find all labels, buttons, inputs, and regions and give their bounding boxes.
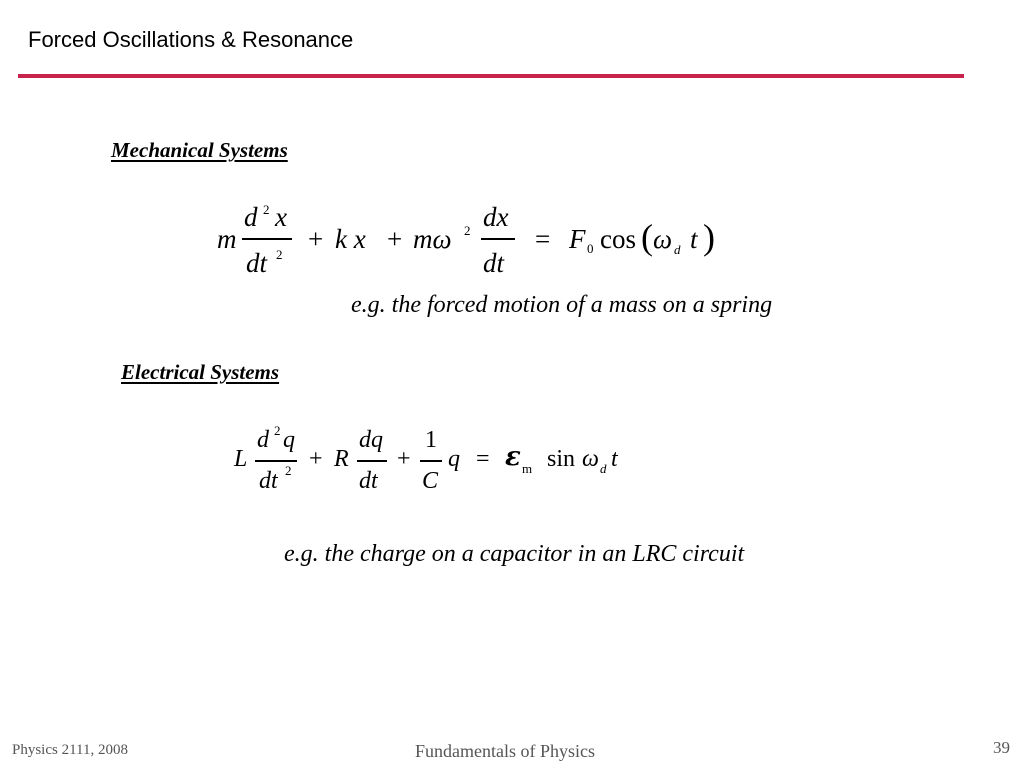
slide-title: Forced Oscillations & Resonance [28,27,354,52]
mechanical-example: e.g. the forced motion of a mass on a spring [351,292,773,318]
electrical-example: e.g. the charge on a capacitor in an LRC circuit [284,541,745,567]
page-number: 39 [993,738,1010,757]
electrical-heading: Electrical Systems [121,360,280,384]
footer-book-title: Fundamentals of Physics [415,741,595,761]
footer-course: Physics 2111, 2008 [12,742,128,758]
mechanical-heading: Mechanical Systems [111,138,288,162]
title-divider [18,74,964,78]
